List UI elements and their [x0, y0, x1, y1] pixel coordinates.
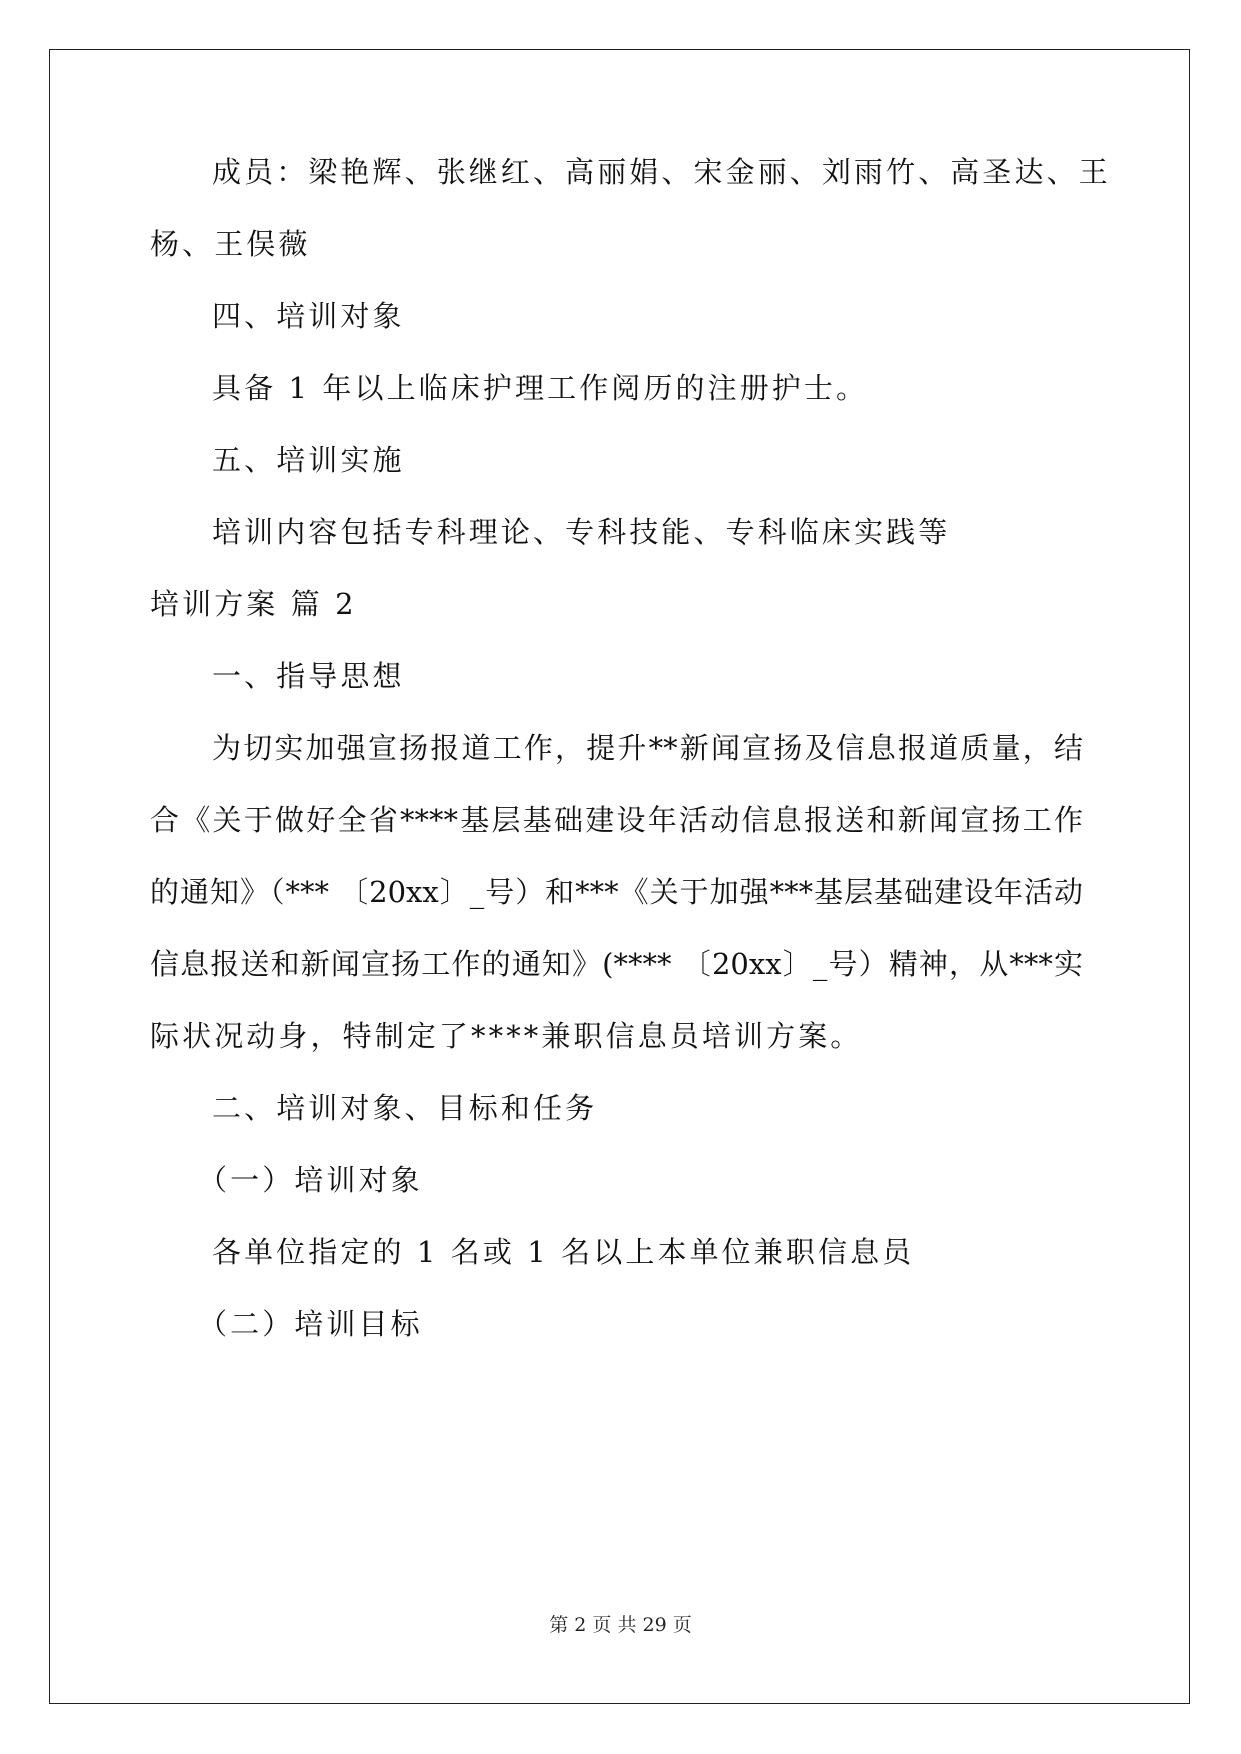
paragraph-line: 为切实加强宣扬报道工作，提升**新闻宣扬及信息报道质量，结: [212, 731, 1083, 765]
section-heading-5: 五、培训实施: [212, 443, 405, 477]
paragraph-trainees: 各单位指定的 1 名或 1 名以上本单位兼职信息员: [212, 1235, 915, 1269]
paragraph-line: 合《关于做好全省****基层基础建设年活动信息报送和新闻宣扬工作: [150, 803, 1083, 837]
members-line-2: 杨、王俣薇: [150, 227, 311, 261]
paragraph-target: 具备 1 年以上临床护理工作阅历的注册护士。: [212, 371, 869, 405]
paragraph-line: 的通知》（*** 〔20xx〕_号）和***《关于加强***基层基础建设年活动: [150, 875, 1083, 909]
section-heading-2: 二、培训对象、目标和任务: [212, 1091, 598, 1125]
subsection-heading-1: （一）培训对象: [198, 1163, 423, 1197]
page-number: 第 2 页 共 29 页: [549, 1614, 692, 1636]
paragraph-line: 际状况动身，特制定了****兼职信息员培训方案。: [150, 1019, 863, 1053]
members-line-1: 成员：梁艳辉、张继红、高丽娟、宋金丽、刘雨竹、高圣达、王: [212, 155, 1111, 189]
subsection-heading-2: （二）培训目标: [198, 1307, 423, 1341]
document-section-title: 培训方案 篇 2: [150, 587, 357, 621]
section-heading-1: 一、指导思想: [212, 659, 405, 693]
section-heading-4: 四、培训对象: [212, 299, 405, 333]
paragraph-line: 信息报送和新闻宣扬工作的通知》(**** 〔20xx〕_号）精神，从***实: [150, 947, 1083, 981]
paragraph-content: 培训内容包括专科理论、专科技能、专科临床实践等: [212, 515, 951, 549]
